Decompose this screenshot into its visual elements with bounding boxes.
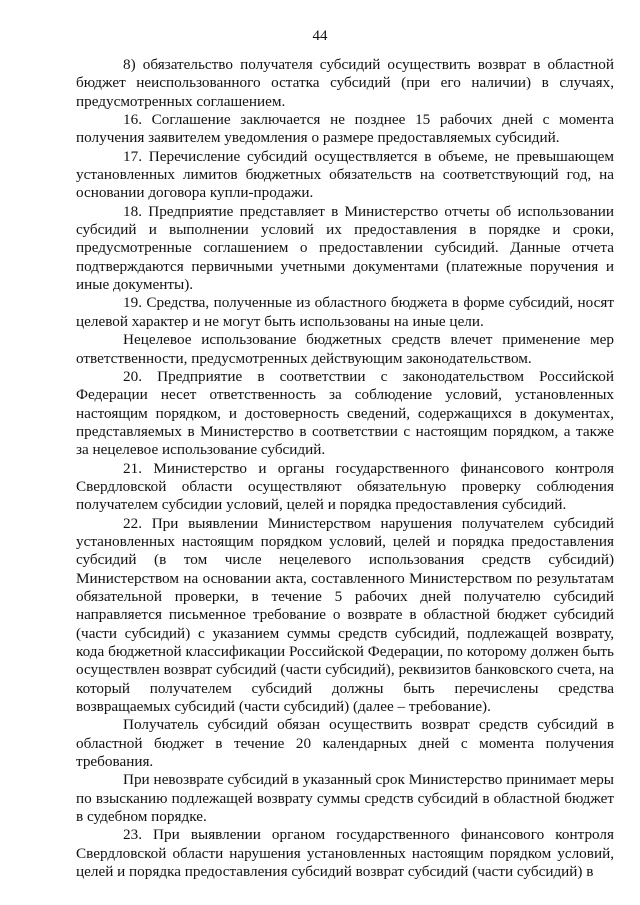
paragraph-non-return-measures: При невозврате субсидий в указанный срок Министерство принимает меры по взысканию подлежащей возврату суммы средств субсидий в областной бюджет в судебном порядке. <box>76 771 614 826</box>
page-number: 44 <box>312 28 328 44</box>
document-body <box>76 56 614 881</box>
paragraph-16: 16. Соглашение заключается не позднее 15 рабочих дней с момента получения заявителем уведомления о размере предоставляемых субсидий. <box>76 111 614 147</box>
paragraph-23: 23. При выявлении органом государственного финансового контроля Свердловской области нарушения установленных настоящим порядком условий, целей и порядка предоставления субсидий возврат субсидий (части субсидий) в <box>76 826 614 881</box>
paragraph-item-8: 8) обязательство получателя субсидий осуществить возврат в областной бюджет неиспользованного остатка субсидий (при его наличии) в случаях, предусмотренных соглашением. <box>76 56 614 110</box>
paragraph-21: 21. Министерство и органы государственного финансового контроля Свердловской области осуществляют обязательную проверку соблюдения получателем субсидии условий, целей и порядка предоставления субсидий. <box>76 459 614 514</box>
paragraph-17: 17. Перечисление субсидий осуществляется в объеме, не превышающем установленных лимитов бюджетных обязательств на соответствующий год, на основании договора купли-продажи. <box>76 147 614 202</box>
paragraph-19: 19. Средства, полученные из областного бюджета в форме субсидий, носят целевой характер и не могут быть использованы на иные цели. <box>76 294 614 330</box>
paragraph-misuse-liability: Нецелевое использование бюджетных средств влечет применение мер ответственности, предусмотренных действующим законодательством. <box>76 331 614 367</box>
paragraph-18: 18. Предприятие представляет в Министерство отчеты об использовании субсидий и выполнении условий их предоставления в порядке и сроки, предусмотренные соглашением о предоставлении субсидий. Данные отчета подтверждаются первичными учетными документами (платежные поручения и иные документы). <box>76 202 614 294</box>
paragraph-20: 20. Предприятие в соответствии с законодательством Российской Федерации несет ответственность за соблюдение условий, установленных настоящим порядком, и достоверность сведений, содержащихся в документах, представляемых в Министерство в соответствии с настоящим порядком, а также за нецелевое использование субсидий. <box>76 367 614 459</box>
paragraph-return-obligation: Получатель субсидий обязан осуществить возврат средств субсидий в областной бюджет в течение 20 календарных дней с момента получения требования. <box>76 716 614 771</box>
paragraph-22: 22. При выявлении Министерством нарушения получателем субсидий установленных настоящим порядком условий, целей и порядка предоставления субсидий (в том числе нецелевого использования средств субсидий) Министерством на основании акта, составленного Министерством по результатам обязательной проверки, в течение 5 рабочих дней получателю субсидий направляется письменное требование о возврате в областной бюджет субсидий (части субсидий) с указанием суммы средств субсидий, подлежащей возврату, кода бюджетной классификации Российской Федерации, по которому должен быть осуществлен возврат субсидий (части субсидий), реквизитов банковского счета, на который получателем субсидий должны быть перечислены средства возвращаемых субсидий (части субсидий) (далее – требование). <box>76 514 614 716</box>
